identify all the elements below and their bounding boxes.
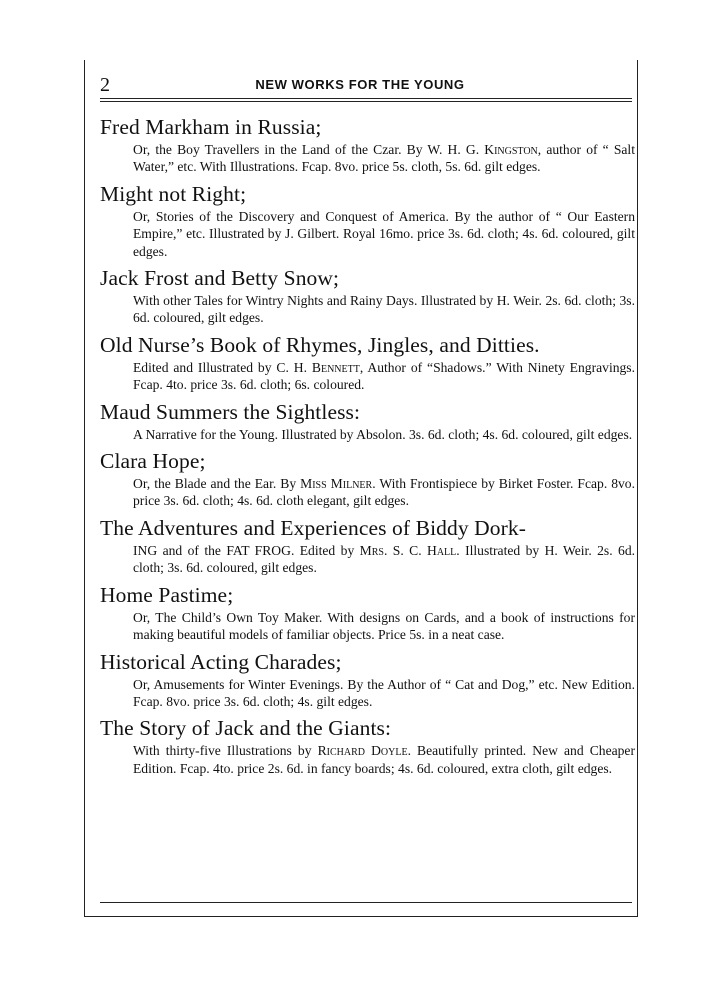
book-description <box>133 292 635 327</box>
book-description <box>133 676 635 711</box>
book-entry <box>100 649 636 711</box>
book-description <box>133 359 635 394</box>
header-rule-thin <box>100 101 632 102</box>
book-title: The Story of Jack and the Giants: <box>100 716 392 741</box>
book-description <box>133 742 635 777</box>
book-entry <box>100 448 636 510</box>
running-head: NEW WORKS FOR THE YOUNG <box>255 77 465 92</box>
page-header <box>100 73 620 97</box>
author-name: Miss Milner <box>300 476 373 492</box>
book-description <box>133 141 635 176</box>
desc-text: With thirty-five Illustrations by <box>133 743 318 759</box>
book-description <box>133 542 635 577</box>
book-description <box>133 208 635 260</box>
page-number: 2 <box>100 74 110 96</box>
book-title: Maud Summers the Sightless: <box>100 399 361 424</box>
book-entry <box>100 332 636 394</box>
book-list <box>100 114 636 782</box>
book-entry <box>100 114 636 176</box>
desc-text: Or, The Child’s Own Toy Maker. With designs on Cards, and a book of instructions for making beautiful models of familiar objects. Price 5s. in a neat case. <box>133 609 635 643</box>
desc-text: Or, Amusements for Winter Evenings. By the Author of “ Cat and Dog,” etc. New Edition. Fcap. 8vo. price 3s. 6d. cloth; 4s. gilt edges. <box>133 676 635 709</box>
book-entry <box>100 181 636 260</box>
desc-text: Or, Stories of the Discovery and Conquest of America. By the author of “ Our Eastern Empire,” etc. Illustrated by J. Gilbert. Royal 16mo. price 3s. 6d. cloth; 4s. 6d. coloured, gilt edges. <box>133 208 635 259</box>
book-title: Clara Hope; <box>100 449 206 474</box>
header-rule <box>100 98 632 99</box>
book-title: Fred Markham in Russia; <box>100 115 322 139</box>
desc-text: A Narrative for the Young. Illustrated by Absolon. 3s. 6d. cloth; 4s. 6d. coloured, gilt edges. <box>133 426 633 442</box>
desc-text: , author of “ Salt Water,” etc. With Illustrations. Fcap. 8vo. price 5s. cloth, 5s. 6d. gilt edges. <box>133 142 635 175</box>
desc-text: . With Frontispiece by Birket Foster. Fcap. 8vo. price 3s. 6d. cloth; 4s. 6d. cloth elegant, gilt edges. <box>133 476 636 509</box>
desc-text: Or, the Blade and the Ear. By <box>133 476 301 492</box>
book-entry <box>100 715 636 777</box>
book-title: Jack Frost and Betty Snow; <box>100 266 340 291</box>
footer-rule <box>100 902 632 903</box>
desc-text: , Author of “Shadows.” With Ninety Engravings. Fcap. 4to. price 3s. 6d. cloth; 6s. coloured. <box>133 359 635 393</box>
author-name: Mrs. S. C. Hall <box>359 542 457 558</box>
author-name: Kingston <box>484 142 538 157</box>
desc-text: Edited and Illustrated by C. H. <box>133 359 312 375</box>
book-entry <box>100 515 636 577</box>
book-description <box>133 475 635 510</box>
book-title: Old Nurse’s Book of Rhymes, Jingles, and Ditties. <box>100 332 540 357</box>
book-entry <box>100 265 636 327</box>
author-name: Richard Doyle <box>317 743 408 759</box>
book-title: Historical Acting Charades; <box>100 649 342 674</box>
book-title: The Adventures and Experiences of Biddy Dork- <box>100 515 527 540</box>
desc-text: With other Tales for Wintry Nights and Rainy Days. Illustrated by H. Weir. 2s. 6d. cloth; 3s. 6d. coloured, gilt edges. <box>133 293 635 326</box>
desc-text: . Beautifully printed. New and Cheaper Edition. Fcap. 4to. price 2s. 6d. in fancy boards; 4s. 6d. coloured, extra cloth, gilt edges. <box>133 743 635 776</box>
book-description <box>133 609 635 644</box>
desc-text: . Illustrated by H. Weir. 2s. 6d. cloth; 3s. 6d. coloured, gilt edges. <box>133 542 636 576</box>
desc-text: ING and of the FAT FROG. Edited by <box>133 542 360 558</box>
book-entry <box>100 582 636 644</box>
book-title: Might not Right; <box>100 181 247 206</box>
desc-text: Or, the Boy Travellers in the Land of the Czar. By W. H. G. <box>133 142 485 157</box>
author-name: Bennett <box>311 359 360 375</box>
book-title: Home Pastime; <box>100 582 234 607</box>
book-entry <box>100 399 636 443</box>
book-description <box>133 426 635 443</box>
